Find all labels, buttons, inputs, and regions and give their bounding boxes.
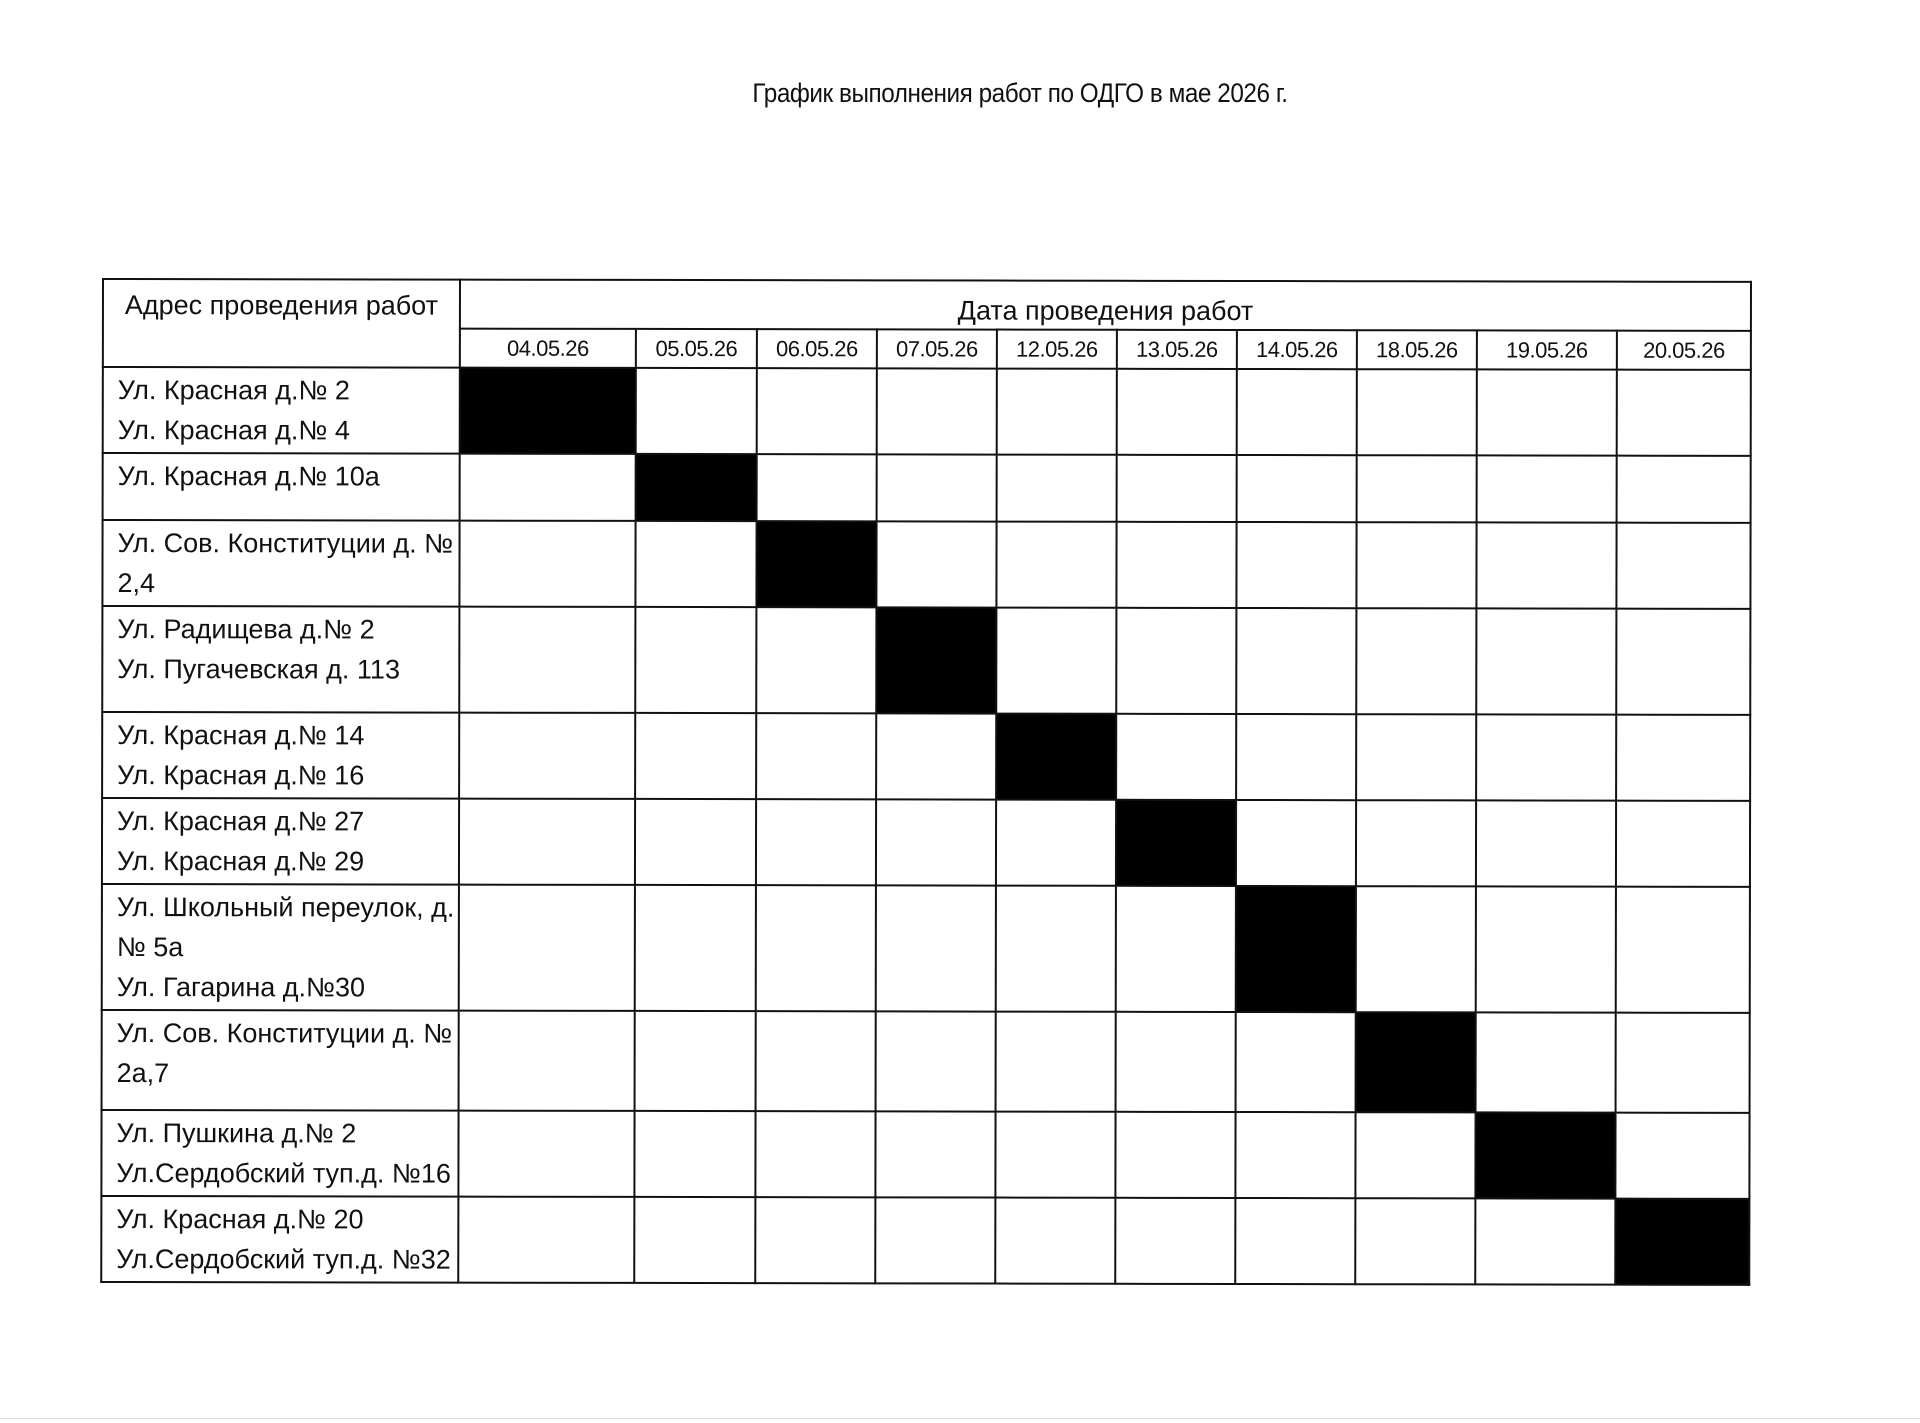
schedule-cell	[757, 368, 877, 454]
address-line: 2а,7	[116, 1058, 170, 1089]
table-row	[102, 606, 1750, 715]
scheduled-work-cell	[1615, 1199, 1749, 1285]
schedule-cell	[459, 521, 635, 607]
address-line: Ул. Красная д.№ 27	[117, 806, 365, 837]
schedule-cell	[459, 799, 635, 885]
scheduled-work-cell	[1236, 886, 1356, 1012]
schedule-cell	[1237, 455, 1357, 522]
address-cell	[102, 520, 459, 607]
table-header	[103, 279, 1751, 370]
schedule-cell	[1116, 714, 1236, 800]
schedule-cell	[459, 885, 635, 1011]
address-line: Ул. Красная д.№ 29	[116, 846, 365, 877]
date-column-header: 04.05.26	[460, 329, 636, 368]
date-column-header: 18.05.26	[1357, 331, 1477, 370]
address-line: Ул. Гагарина д.№30	[116, 972, 366, 1003]
dates-group-header: Дата проведения работ	[460, 280, 1751, 332]
schedule-cell	[636, 368, 757, 454]
scheduled-work-cell	[460, 368, 636, 454]
address-line: Ул. Пугачевская д. 113	[117, 654, 400, 685]
schedule-cell	[755, 1197, 875, 1283]
scheduled-work-cell	[1475, 1112, 1615, 1198]
table-body	[101, 367, 1751, 1285]
schedule-cell	[635, 799, 756, 885]
schedule-cell	[635, 607, 756, 713]
scheduled-work-cell	[876, 607, 996, 713]
schedule-cell	[875, 1111, 995, 1197]
address-line: Ул. Радищева д.№ 2	[117, 614, 375, 645]
address-cell	[103, 453, 460, 521]
schedule-cell	[1356, 800, 1476, 886]
schedule-cell	[877, 368, 997, 454]
schedule-cell	[876, 799, 996, 885]
schedule-cell	[634, 1197, 755, 1283]
address-line: Ул.Сердобский туп.д. №16	[116, 1158, 451, 1189]
schedule-cell	[1116, 608, 1236, 714]
schedule-cell	[458, 1197, 634, 1283]
schedule-cell	[1477, 455, 1617, 522]
table-row	[102, 884, 1750, 1013]
schedule-cell	[1476, 1012, 1616, 1112]
schedule-cell	[459, 1011, 635, 1111]
schedule-cell	[1617, 456, 1751, 523]
schedule-cell	[635, 885, 756, 1011]
schedule-cell	[876, 885, 996, 1011]
schedule-cell	[756, 713, 876, 799]
schedule-cell	[996, 1012, 1116, 1112]
date-column-header: 06.05.26	[757, 330, 877, 369]
address-line: Ул. Красная д.№ 20	[116, 1204, 364, 1235]
schedule-cell	[1616, 801, 1750, 887]
schedule-cell	[1236, 1012, 1356, 1112]
schedule-cell	[1616, 609, 1750, 715]
address-line: Ул. Красная д.№ 2	[117, 375, 350, 406]
schedule-cell	[1355, 1198, 1475, 1284]
schedule-cell	[755, 1111, 875, 1197]
schedule-cell	[1117, 455, 1237, 522]
schedule-cell	[1476, 886, 1616, 1012]
schedule-cell	[756, 885, 876, 1011]
schedule-cell	[756, 1011, 876, 1111]
address-line: Ул. Красная д.№ 4	[117, 415, 350, 446]
schedule-cell	[996, 800, 1116, 886]
schedule-cell	[1236, 608, 1356, 714]
schedule-cell	[1357, 369, 1477, 455]
schedule-cell	[876, 521, 996, 607]
schedule-cell	[1476, 800, 1616, 886]
schedule-cell	[1616, 1013, 1750, 1113]
address-line: № 5а	[116, 932, 184, 963]
address-line: Ул. Сов. Конституции д. №	[116, 1018, 453, 1049]
date-column-header: 05.05.26	[636, 329, 757, 368]
schedule-cell	[1616, 523, 1750, 609]
schedule-cell	[1117, 369, 1237, 455]
table-row	[101, 1110, 1749, 1199]
scheduled-work-cell	[756, 521, 876, 607]
schedule-cell	[756, 799, 876, 885]
schedule-cell	[1356, 522, 1476, 608]
schedule-cell	[1236, 714, 1356, 800]
schedule-cell	[1236, 800, 1356, 886]
schedule-cell	[459, 607, 635, 713]
address-line: Ул. Красная д.№ 16	[117, 760, 365, 791]
schedule-cell	[876, 713, 996, 799]
schedule-cell	[1616, 715, 1750, 801]
date-column-header: 20.05.26	[1617, 331, 1751, 370]
schedule-cell	[459, 713, 635, 799]
schedule-cell	[1235, 1112, 1355, 1198]
date-column-header: 12.05.26	[997, 330, 1117, 369]
address-line: Ул. Школьный переулок, д.	[116, 892, 455, 923]
scheduled-work-cell	[996, 714, 1116, 800]
table-row	[102, 798, 1750, 887]
date-column-header: 19.05.26	[1477, 331, 1617, 370]
schedule-cell	[1476, 522, 1616, 608]
schedule-cell	[875, 1197, 995, 1283]
schedule-cell	[1616, 887, 1750, 1013]
schedule-cell	[1617, 370, 1751, 456]
address-line: Ул. Красная д.№ 10а	[117, 461, 380, 492]
table-row	[102, 712, 1750, 801]
address-cell	[101, 1110, 458, 1197]
address-cell	[102, 798, 459, 885]
schedule-cell	[1476, 714, 1616, 800]
schedule-cell	[634, 1111, 755, 1197]
schedule-cell	[1115, 1112, 1235, 1198]
table-row	[103, 453, 1751, 523]
schedule-cell	[1357, 455, 1477, 522]
address-cell	[101, 1196, 458, 1283]
schedule-cell	[1116, 1012, 1236, 1112]
schedule-cell	[877, 454, 997, 521]
schedule-cell	[1235, 1198, 1355, 1284]
scheduled-work-cell	[1356, 1012, 1476, 1112]
address-cell	[102, 1010, 459, 1111]
address-line: Ул. Пушкина д.№ 2	[116, 1118, 357, 1149]
schedule-cell	[757, 454, 877, 521]
schedule-cell	[996, 522, 1116, 608]
address-cell	[102, 606, 459, 713]
schedule-cell	[1477, 369, 1617, 455]
address-line: Ул. Сов. Конституции д. №	[117, 528, 454, 559]
address-cell	[102, 884, 459, 1011]
schedule-cell	[1475, 1198, 1615, 1284]
table-row	[101, 1196, 1749, 1285]
schedule-cell	[1356, 714, 1476, 800]
schedule-cell	[1476, 608, 1616, 714]
address-cell	[103, 367, 460, 454]
address-column-header: Адрес проведения работ	[103, 279, 460, 368]
scheduled-work-cell	[1116, 800, 1236, 886]
schedule-cell	[997, 369, 1117, 455]
schedule-cell	[876, 1011, 996, 1111]
table-row	[102, 1010, 1750, 1113]
schedule-cell	[996, 608, 1116, 714]
schedule-cell	[1115, 1198, 1235, 1284]
schedule-cell	[458, 1111, 634, 1197]
schedule-cell	[1116, 886, 1236, 1012]
schedule-cell	[1615, 1113, 1749, 1199]
schedule-cell	[460, 454, 636, 521]
date-column-header: 13.05.26	[1117, 330, 1237, 369]
schedule-cell	[1356, 886, 1476, 1012]
address-line: Ул. Красная д.№ 14	[117, 720, 365, 751]
schedule-cell	[1355, 1112, 1475, 1198]
schedule-cell	[1116, 522, 1236, 608]
schedule-cell	[995, 1112, 1115, 1198]
page-bottom-edge	[0, 1418, 1920, 1419]
schedule-cell	[1356, 608, 1476, 714]
scheduled-work-cell	[636, 454, 757, 521]
schedule-cell	[635, 521, 756, 607]
address-line: Ул.Сердобский туп.д. №32	[116, 1244, 451, 1275]
date-column-header: 14.05.26	[1237, 330, 1357, 369]
work-schedule-table	[100, 278, 1752, 1286]
date-column-header: 07.05.26	[877, 330, 997, 369]
schedule-cell	[995, 1198, 1115, 1284]
schedule-cell	[1237, 369, 1357, 455]
schedule-cell	[635, 713, 756, 799]
schedule-cell	[997, 455, 1117, 522]
table-row	[102, 520, 1750, 609]
schedule-cell	[635, 1011, 756, 1111]
address-cell	[102, 712, 459, 799]
schedule-cell	[996, 886, 1116, 1012]
table-row	[103, 367, 1751, 456]
document-title: График выполнения работ по ОДГО в мае 2026 г.	[752, 78, 1288, 108]
address-line: 2,4	[117, 568, 156, 599]
header-row-top	[103, 279, 1751, 331]
schedule-cell	[756, 607, 876, 713]
schedule-cell	[1236, 522, 1356, 608]
